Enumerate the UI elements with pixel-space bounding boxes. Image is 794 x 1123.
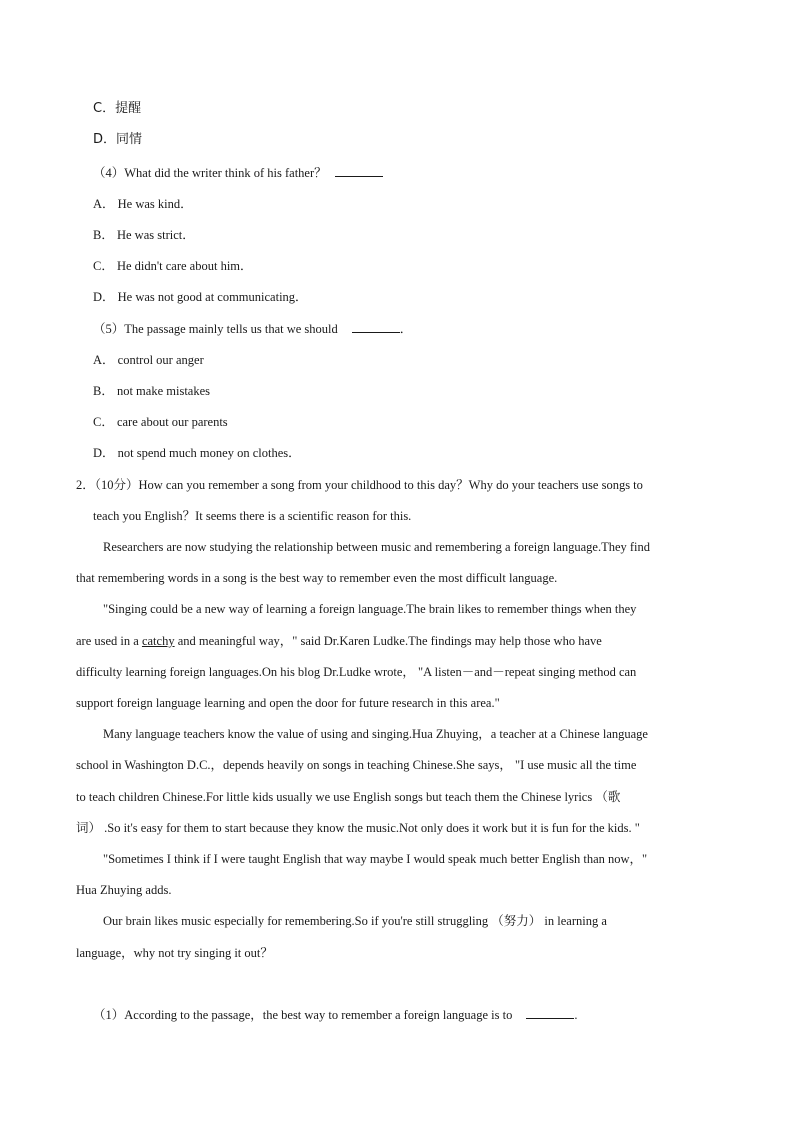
paragraph-line: "Sometimes I think if I were taught English that way maybe I would speak much better English than now，" — [103, 852, 648, 866]
text-segment: are used in a — [76, 634, 139, 648]
underlined-word: catchy — [141, 634, 175, 648]
paragraph-line: that remembering words in a song is the best way to remember even the most difficult language. — [76, 571, 558, 585]
paragraph-line: Researchers are now studying the relationship between music and remembering a foreign language.They find — [103, 540, 651, 554]
paragraph-line: language，why not try singing it out？ — [76, 946, 273, 960]
option-c: C． He didn't care about him． — [93, 259, 253, 273]
paragraph-line — [76, 633, 602, 649]
paragraph-line: school in Washington D.C.，depends heavily on songs in teaching Chinese.She says， "I use music all the time — [76, 758, 637, 772]
answer-blank — [526, 1007, 574, 1019]
question-stem-end: ． — [399, 322, 413, 336]
paragraph-line: Hua Zhuying adds. — [76, 883, 172, 897]
option-c: C．提醒 — [93, 101, 142, 116]
option-d: D． He was not good at communicating． — [93, 290, 308, 304]
paragraph-line: Many language teachers know the value of using and singing.Hua Zhuying，a teacher at a Chinese language — [103, 727, 648, 741]
question-stem-end: . — [574, 1008, 578, 1022]
paragraph-line: to teach children Chinese.For little kids usually we use English songs but teach them the Chinese lyrics （歌 — [76, 790, 621, 804]
question-4 — [93, 165, 383, 181]
option-b: B． not make mistakes — [93, 384, 210, 398]
passage-header-cont: teach you English？It seems there is a scientific reason for this. — [93, 509, 412, 523]
question-stem: （1）According to the passage，the best way to remember a foreign language is to — [93, 1008, 513, 1022]
question-2-1 — [93, 1007, 577, 1023]
text-segment: and meaningful way，" said Dr.Karen Ludke.The findings may help those who have — [177, 634, 602, 648]
option-b: B． He was strict． — [93, 228, 195, 242]
question-5 — [93, 321, 412, 337]
option-c: C． care about our parents — [93, 415, 228, 429]
option-d: D．同情 — [93, 132, 143, 147]
paragraph-line: difficulty learning foreign languages.On his blog Dr.Ludke wrote， "A listen－and－repeat singing method can — [76, 665, 637, 679]
option-a: A． He was kind． — [93, 197, 193, 211]
paragraph-line: 词） .So it's easy for them to start because they know the music.Not only does it work but it is fun for the kids. " — [76, 821, 640, 835]
question-stem: （4）What did the writer think of his father？ — [93, 166, 327, 180]
option-d: D． not spend much money on clothes． — [93, 446, 301, 460]
option-a: A． control our anger — [93, 353, 204, 367]
paragraph-line: support foreign language learning and open the door for future research in this area." — [76, 696, 500, 710]
answer-blank — [352, 321, 400, 333]
question-stem: （5）The passage mainly tells us that we should — [93, 322, 338, 336]
paragraph-line: "Singing could be a new way of learning a foreign language.The brain likes to remember things when they — [103, 602, 637, 616]
answer-blank — [335, 165, 383, 177]
paragraph-line: Our brain likes music especially for remembering.So if you're still struggling （努力） in learning a — [103, 914, 607, 928]
passage-header: 2．（10分）How can you remember a song from your childhood to this day？Why do your teachers use songs to — [76, 478, 643, 492]
